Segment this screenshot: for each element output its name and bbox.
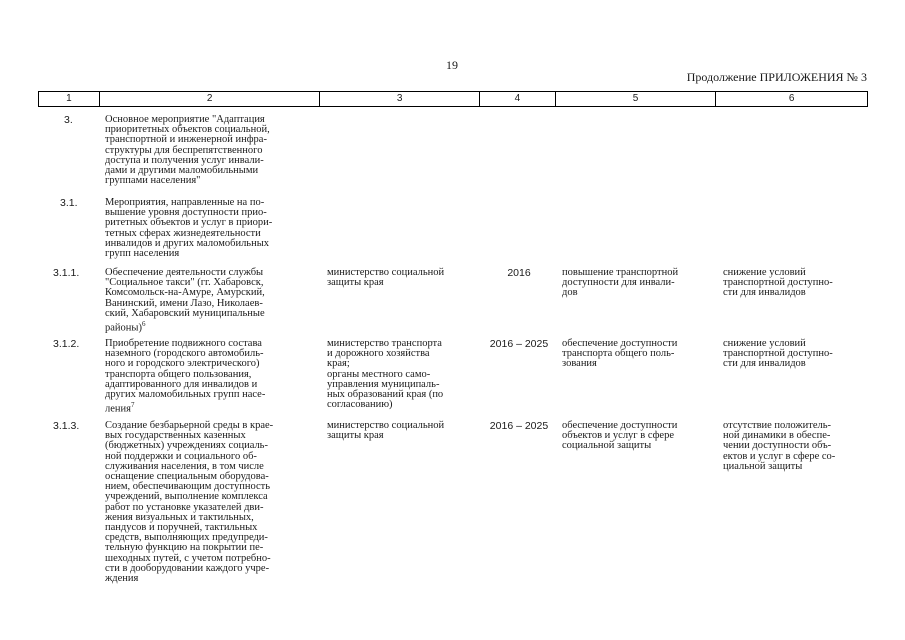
result-text: повышение транспортной доступности для инвали- дов xyxy=(562,267,679,299)
result-text: обеспечение доступности транспорта общего поль- зования xyxy=(562,338,678,370)
page-number: 19 xyxy=(446,58,458,72)
measure-text: Основное мероприятие "Адаптация приоритетных объектов социальной, транспортной и инженерной инфра- структуры для беспрепятственного доступа и получения услуг инвали- дами и другими маломобильными группами населения" xyxy=(105,114,270,187)
column-header-2: 2 xyxy=(100,92,320,106)
measure-text: Обеспечение деятельности службы "Социальное такси" (гг. Хабаровск, Комсомольск-на-Амуре, Амурский, Ванинский, имени Лазо, Николаев- ский, Хабаровский муниципальные районы)$^6$ xyxy=(105,267,265,334)
consequences-text: снижение условий транспортной доступно- сти для инвалидов xyxy=(723,267,833,299)
row-number: 3.1.3. xyxy=(53,420,80,432)
footnote-mark: 7 xyxy=(130,401,135,410)
executor-text: министерство социальной защиты края xyxy=(327,267,445,289)
years-text: 2016 – 2025 xyxy=(489,420,549,432)
measure-text: Создание безбарьерной среды в крае- вых государственных казенных (бюджетных) учреждениях социаль- ной поддержки и социального об- служивания населения, в том числе оснащение специальным оборудова- нием, обеспечивающим доступность учреждений, выполнение комплекса работ по установке указателей дви- жения визуальных и тактильных, пандусов и поручней, тактильных средств, выполняющих предупреди- тельную функцию на покрытии пе- шеходных путей, с учетом потребно- сти в дооборудовании каждого учре- ждения xyxy=(105,420,274,585)
table-header-row xyxy=(38,91,868,107)
years-text: 2016 – 2025 xyxy=(489,338,549,350)
measure-text: Мероприятия, направленные на по- вышение уровня доступности прио- ритетных объектов и услуг в приори- тетных сферах жизнедеятельности инвалидов и других маломобильных групп населения xyxy=(105,197,273,260)
column-header-5: 5 xyxy=(556,92,717,106)
row-number: 3.1.1. xyxy=(53,267,80,279)
measure-text: Приобретение подвижного состава наземного (городского автомобиль- ного и городского электрического) транспорта общего пользования, адаптированного для инвалидов и других маломобильных групп насе- ления$^7$ xyxy=(105,338,266,415)
result-text: обеспечение доступности объектов и услуг в сфере социальной защиты xyxy=(562,420,678,452)
years-text: 2016 xyxy=(507,267,531,279)
column-header-6: 6 xyxy=(788,93,795,104)
row-number: 3. xyxy=(64,114,73,126)
row-number: 3.1. xyxy=(60,197,78,209)
continuation-label: Продолжение ПРИЛОЖЕНИЯ № 3 xyxy=(686,70,867,84)
column-header-1: 1 xyxy=(39,92,100,106)
consequences-text: снижение условий транспортной доступно- сти для инвалидов xyxy=(723,338,833,370)
consequences-text: отсутствие положитель- ной динамики в обеспе- чении доступности объ- ектов и услуг в сфере со- циальной защиты xyxy=(723,420,836,472)
column-header-4: 4 xyxy=(480,92,556,106)
executor-text: министерство транспорта и дорожного хозяйства края; органы местного само- управления муниципаль- ных образований края (по согласованию) xyxy=(327,338,444,411)
row-number: 3.1.2. xyxy=(53,338,80,350)
footnote-mark: 6 xyxy=(141,320,146,329)
executor-text: министерство социальной защиты края xyxy=(327,420,445,442)
column-header-3: 3 xyxy=(320,92,480,106)
